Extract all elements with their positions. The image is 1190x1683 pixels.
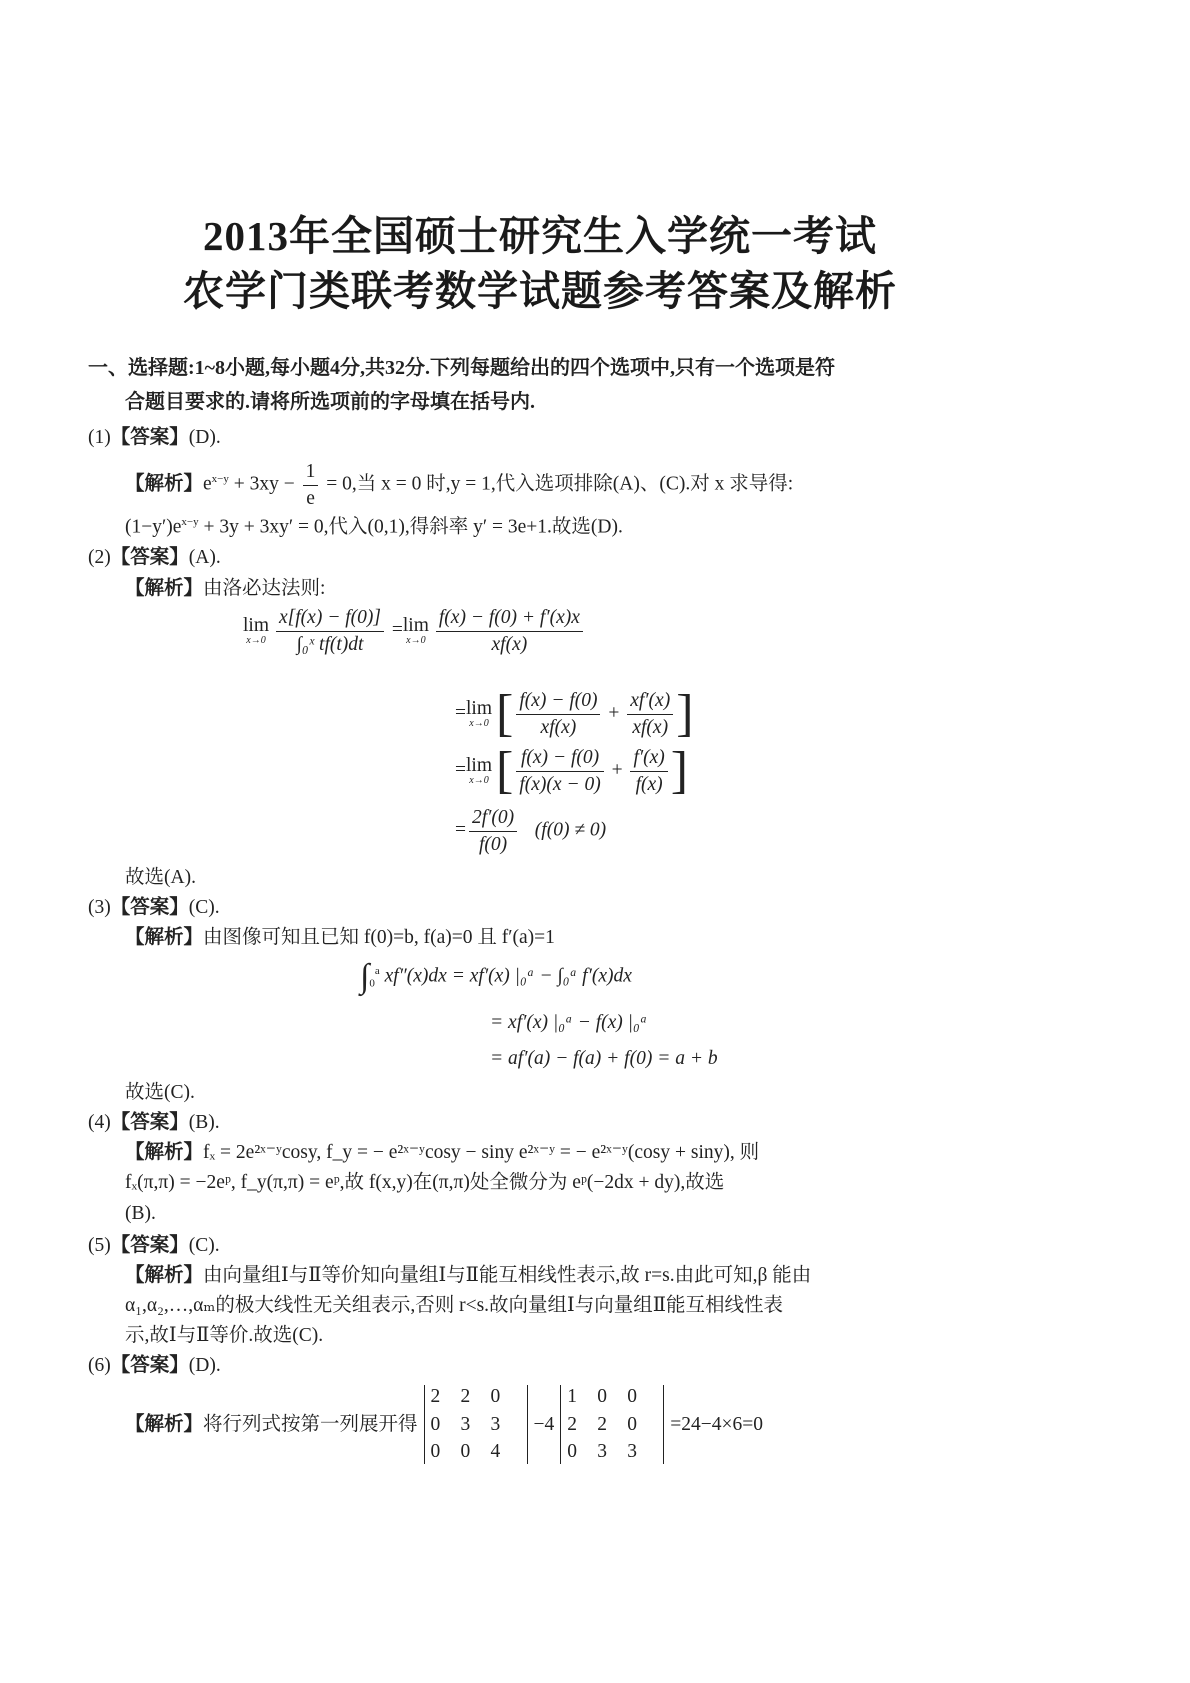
- q4-analysis-line2: fₓ(π,π) = −2eᵖ, f_y(π,π) = eᵖ,故 f(x,y)在(π,π)处全微分为 eᵖ(−2dx + dy),故选: [125, 1172, 725, 1193]
- q1-math-sup: x−y: [211, 472, 229, 485]
- q2-formula-row4: = $\frac{2f'(0)}{f(0)}$ (f(0) ≠ 0): [455, 807, 607, 855]
- q1-answer-value: (D).: [188, 427, 221, 448]
- denominator: f(0): [479, 833, 508, 855]
- det-cell: 0: [430, 1441, 441, 1462]
- det-cell: 0: [460, 1441, 471, 1462]
- lim-sub: x→0: [469, 717, 489, 729]
- answer-label: 【答案】: [110, 1235, 189, 1256]
- q6-intro: 将行列式按第一列展开得: [203, 1413, 418, 1435]
- q3-intro: 由图像可知且已知 f(0)=b, f(a)=0 且 f′(a)=1: [203, 927, 555, 948]
- q6-coefficient: −4: [533, 1413, 555, 1435]
- q5-num: (5): [88, 1235, 111, 1256]
- analysis-label: 【解析】: [125, 473, 204, 495]
- q2-intro: 由洛必达法则:: [203, 578, 326, 599]
- q3-formula-row1: $\int_0^a$ xf″(x)dx = xf′(x) |₀ᵃ − ∫₀ᵃ f′(x)dx: [360, 958, 632, 995]
- q6-num: (6): [88, 1355, 111, 1376]
- lim-text: lim: [243, 615, 270, 637]
- denominator: xf(x): [491, 633, 528, 655]
- numerator: xf′(x): [630, 690, 671, 711]
- q1-analysis-line2: [125, 517, 623, 537]
- bracket: ]: [676, 685, 694, 742]
- integral-sign: ∫: [360, 958, 370, 995]
- fraction: [516, 748, 603, 794]
- det-cell: 0: [627, 1386, 638, 1407]
- bracket: [: [496, 742, 514, 799]
- q1-math: (1−y′)e: [125, 516, 182, 538]
- analysis-label: 【解析】: [125, 1142, 204, 1163]
- limit: [403, 616, 429, 646]
- condition: (f(0) ≠ 0): [534, 819, 607, 841]
- q1-math: e: [203, 473, 212, 495]
- q1-text: = 0,当 x = 0 时,y = 1,代入选项排除(A)、(C).对 x 求导得:: [321, 473, 794, 495]
- numerator: 2f′(0): [472, 807, 515, 828]
- analysis-label: 【解析】: [125, 927, 204, 948]
- numerator: f′(x): [633, 747, 665, 768]
- fraction: [516, 691, 600, 737]
- denominator: f(x)(x − 0): [519, 773, 601, 795]
- lim-text: lim: [466, 755, 493, 777]
- q1-fraction: [303, 462, 319, 508]
- det-cell: 0: [430, 1413, 441, 1435]
- det-cell: 2: [460, 1386, 471, 1407]
- q1-analysis-line1: [125, 462, 793, 508]
- fraction: [276, 608, 384, 654]
- det-cell: 0: [490, 1386, 501, 1407]
- q5-answer-value: (C).: [188, 1235, 220, 1256]
- formula: = xf′(x) |₀ᵃ − f(x) |₀ᵃ: [490, 1012, 648, 1033]
- formula: xf″(x)dx = xf′(x) |₀ᵃ − ∫₀ᵃ f′(x)dx: [384, 965, 632, 987]
- denominator: ∫₀ˣ tf(t)dt: [296, 633, 364, 655]
- bracket: ]: [670, 742, 689, 799]
- q5-text: 由向量组Ⅰ与Ⅱ等价知向量组Ⅰ与Ⅱ能互相线性表示,故 r=s.由此可知,β 能由: [203, 1265, 812, 1286]
- q2-answer-value: (A).: [188, 547, 221, 568]
- lim-text: lim: [402, 615, 429, 637]
- q2-formula-row1: lim x→0 $\frac{x[f(x) - f(0)]}{\text{∫₀ˣ tf(t)dt}}$ = lim x→0 $\frac{f(x) - f(0) + f'(x)x}{xf(x)}$: [243, 608, 586, 654]
- q3-answer: [88, 898, 220, 918]
- numerator: 1: [303, 462, 319, 486]
- fraction: [469, 808, 517, 854]
- limit: [466, 699, 492, 729]
- answer-label: 【答案】: [110, 547, 189, 568]
- q2-num: (2): [88, 547, 111, 568]
- numerator: x[f(x) − f(0)]: [279, 607, 381, 628]
- q5-answer: [88, 1236, 220, 1256]
- numerator: f(x) − f(0): [520, 747, 600, 768]
- det-cell: 3: [460, 1413, 471, 1435]
- limit: [243, 616, 269, 646]
- q1-text: + 3y + 3xy′ = 0,代入(0,1),得斜率 y′ = 3e+1.故选(D).: [198, 516, 623, 538]
- det-cell: 2: [430, 1386, 441, 1407]
- q4-answer: [88, 1113, 220, 1133]
- denominator: e: [306, 487, 315, 509]
- section-header-cont: 合题目要求的.请将所选项前的字母填在括号内.: [125, 391, 535, 413]
- det-cell: 0: [627, 1413, 638, 1435]
- q4-text: fₓ = 2e²ˣ⁻ʸcosy, f_y = − e²ˣ⁻ʸcosy − siny e²ˣ⁻ʸ = − e²ˣ⁻ʸ(cosy + siny), 则: [203, 1142, 760, 1163]
- analysis-label: 【解析】: [125, 578, 204, 599]
- q5-analysis-line2: α₁,α₂,…,αₘ的极大线性无关组表示,否则 r<s.故向量组Ⅰ与向量组Ⅱ能互相线性表: [125, 1295, 783, 1316]
- q6-answer-value: (D).: [188, 1355, 221, 1376]
- q3-conclusion: 故选(C).: [125, 1082, 195, 1103]
- formula: = af′(a) − f(a) + f(0) = a + b: [490, 1048, 718, 1069]
- q6-result: =24−4×6=0: [670, 1413, 764, 1435]
- denominator: f(x): [635, 773, 663, 795]
- page-title-line1: 2013年全国硕士研究生入学统一考试: [203, 213, 877, 259]
- q2-analysis-intro: [125, 579, 325, 599]
- determinant-2: [560, 1385, 664, 1464]
- q3-num: (3): [88, 897, 111, 918]
- bracket: [: [496, 685, 514, 742]
- det-cell: 3: [627, 1441, 638, 1462]
- page-title-line2: 农学门类联考数学试题参考答案及解析: [183, 268, 897, 314]
- limit: [466, 756, 492, 786]
- q5-analysis-line1: [125, 1266, 811, 1286]
- q1-math: + 3xy −: [228, 473, 300, 495]
- q2-formula-row3: = lim x→0 [ $\frac{f(x) - f(0)}{f(x)(x - 0)}$ + $\frac{f'(x)}{f(x)}$ ]: [455, 742, 689, 799]
- lim-text: lim: [466, 698, 493, 720]
- fraction: [436, 608, 583, 654]
- q2-formula-row2: = lim x→0 [ $\frac{f(x) - f(0)}{xf(x)}$ + $\frac{xf'(x)}{xf(x)}$ ]: [455, 685, 694, 742]
- det-cell: 3: [490, 1413, 501, 1435]
- lim-sub: x→0: [246, 634, 266, 646]
- q5-analysis-line3: 示,故Ⅰ与Ⅱ等价.故选(C).: [125, 1325, 324, 1346]
- q1-math-sup: x−y: [181, 516, 199, 528]
- fraction: [627, 691, 673, 737]
- q3-formula-row3: [490, 1049, 718, 1069]
- det-cell: 0: [567, 1441, 578, 1462]
- q6-analysis: [125, 1385, 763, 1464]
- q4-analysis-line3: (B).: [125, 1203, 156, 1224]
- answer-label: 【答案】: [110, 1355, 189, 1376]
- determinant-1: [424, 1385, 528, 1464]
- numerator: f(x) − f(0) + f′(x)x: [438, 607, 580, 628]
- det-cell: 4: [490, 1441, 501, 1462]
- q3-formula-row2: [490, 1013, 648, 1033]
- det-cell: 2: [567, 1413, 578, 1435]
- q2-answer: [88, 548, 221, 568]
- answer-label: 【答案】: [110, 1112, 189, 1133]
- answer-label: 【答案】: [110, 427, 189, 448]
- fraction: [630, 748, 667, 794]
- q2-conclusion: 故选(A).: [125, 867, 196, 888]
- answer-label: 【答案】: [110, 897, 189, 918]
- lim-sub: x→0: [469, 774, 489, 786]
- lim-sub: x→0: [406, 634, 426, 646]
- q4-answer-value: (B).: [188, 1112, 220, 1133]
- det-cell: 3: [597, 1441, 608, 1462]
- analysis-label: 【解析】: [125, 1265, 204, 1286]
- analysis-label: 【解析】: [125, 1413, 204, 1435]
- denominator: xf(x): [540, 716, 577, 738]
- q1-num: (1): [88, 427, 111, 448]
- q6-answer: [88, 1356, 221, 1376]
- denominator: xf(x): [632, 716, 669, 738]
- q4-num: (4): [88, 1112, 111, 1133]
- q4-analysis-line1: [125, 1143, 759, 1163]
- numerator: f(x) − f(0): [519, 690, 598, 711]
- section-header: 一、选择题:1~8小题,每小题4分,共32分.下列每题给出的四个选项中,只有一个选项是符: [88, 357, 836, 379]
- q3-analysis-intro: [125, 928, 555, 948]
- det-cell: 1: [567, 1386, 578, 1407]
- det-cell: 0: [597, 1386, 608, 1407]
- det-cell: 2: [597, 1413, 608, 1435]
- q1-answer: [88, 428, 221, 448]
- q3-answer-value: (C).: [188, 897, 220, 918]
